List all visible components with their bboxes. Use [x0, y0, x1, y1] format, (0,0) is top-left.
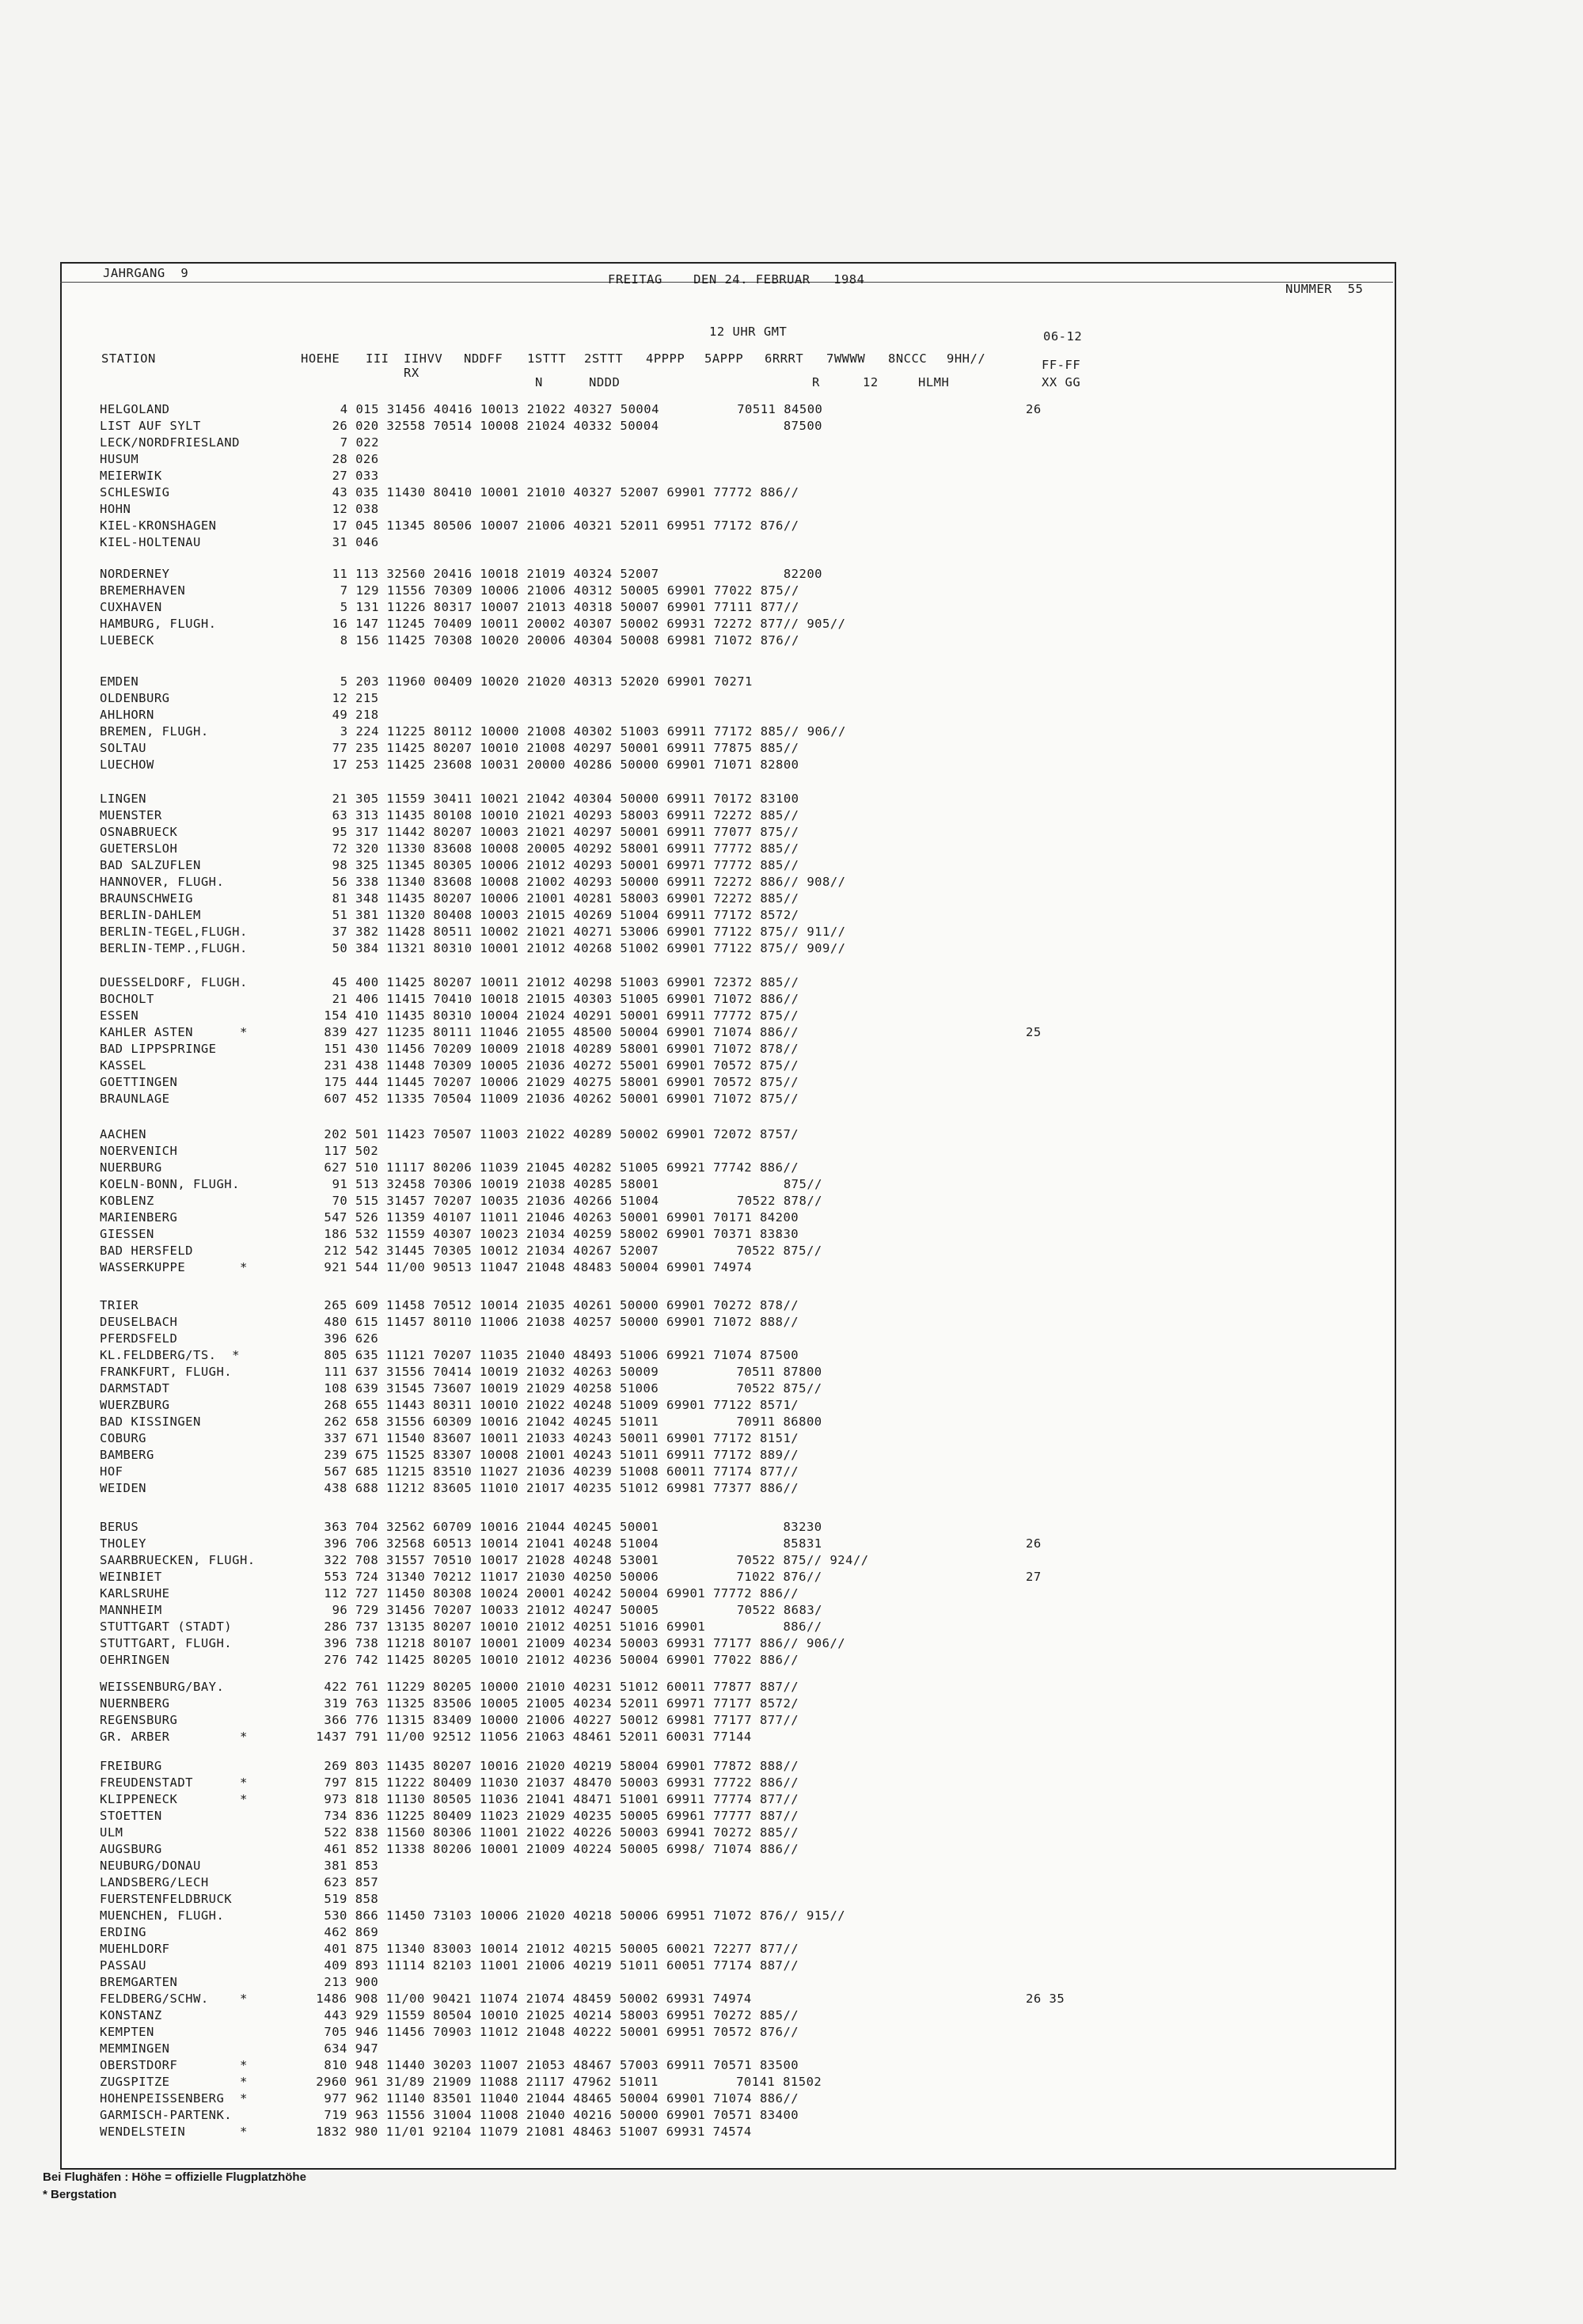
- col-7wwww: 7WWWW: [826, 351, 866, 366]
- station-name: BAMBERG: [100, 1448, 154, 1462]
- station-values: 72 320 11330 83608 10008 20005 40292 58001 69911 77772 885//: [332, 841, 799, 856]
- station-name: BERUS: [100, 1520, 139, 1534]
- col-iii: III: [366, 351, 389, 366]
- station-name: LIST AUF SYLT: [100, 419, 201, 433]
- wind-group: 25: [1026, 1025, 1042, 1039]
- station-values: 705 946 11456 70903 11012 21048 40222 50001 69951 70572 876//: [324, 2025, 799, 2039]
- station-values: 973 818 11130 80505 11036 21041 48471 51001 69911 77774 877//: [324, 1792, 799, 1806]
- station-name: BERLIN-TEGEL,FLUGH.: [100, 925, 248, 939]
- station-values: 607 452 11335 70504 11009 21036 40262 50001 69901 71072 875//: [324, 1092, 799, 1106]
- station-values: 95 317 11442 80207 10003 21021 40297 50001 69911 77077 875//: [332, 825, 799, 839]
- station-name: HELGOLAND: [100, 402, 170, 416]
- station-name: EMDEN: [100, 674, 139, 689]
- station-values: 111 637 31556 70414 10019 21032 40263 50009 70511 87800: [324, 1365, 822, 1379]
- station-name: BREMEN, FLUGH.: [100, 724, 209, 739]
- station-name: HOHENPEISSENBERG *: [100, 2091, 248, 2106]
- station-name: FRANKFURT, FLUGH.: [100, 1365, 233, 1379]
- station-values: 91 513 32458 70306 10019 21038 40285 58001 875//: [332, 1177, 822, 1191]
- footnote-mountain: * Bergstation: [43, 2188, 117, 2201]
- station-values: 175 444 11445 70207 10006 21029 40275 58001 69901 70572 875//: [324, 1075, 799, 1089]
- station-values: 268 655 11443 80311 10010 21022 40248 51009 69901 77122 8571/: [324, 1398, 799, 1412]
- station-name: MUEHLDORF: [100, 1942, 170, 1956]
- col-6rrrt: 6RRRT: [765, 351, 804, 366]
- col-n: N: [535, 375, 543, 389]
- station-values: 265 609 11458 70512 10014 21035 40261 50000 69901 70272 878//: [324, 1298, 799, 1312]
- station-name: BERLIN-DAHLEM: [100, 908, 201, 922]
- station-values: 805 635 11121 70207 11035 21040 48493 51006 69921 71074 87500: [324, 1348, 799, 1362]
- station-values: 480 615 11457 80110 11006 21038 40257 50000 69901 71072 888//: [324, 1315, 799, 1329]
- station-values: 422 761 11229 80205 10000 21010 40231 51012 60011 77877 887//: [324, 1680, 799, 1694]
- col-2sttt: 2STTT: [584, 351, 624, 366]
- station-name: WUERZBURG: [100, 1398, 170, 1412]
- station-values: 17 253 11425 23608 10031 20000 40286 50000 69901 71071 82800: [332, 758, 799, 772]
- station-values: 16 147 11245 70409 10011 20002 40307 50002 69931 72272 877// 905//: [332, 617, 846, 631]
- station-values: 81 348 11435 80207 10006 21001 40281 58003 69901 72272 885//: [332, 891, 799, 906]
- station-name: LANDSBERG/LECH: [100, 1875, 209, 1889]
- station-name: BOCHOLT: [100, 992, 154, 1006]
- footnote-airports: Bei Flughäfen : Höhe = offizielle Flugplatzhöhe: [43, 2170, 306, 2184]
- station-values: 567 685 11215 83510 11027 21036 40239 51008 60011 77174 877//: [324, 1464, 799, 1479]
- station-name: NOERVENICH: [100, 1144, 178, 1158]
- col-4pppp: 4PPPP: [646, 351, 685, 366]
- station-values: 26 020 32558 70514 10008 21024 40332 50004 87500: [332, 419, 822, 433]
- date-label: FREITAG DEN 24. FEBRUAR 1984: [608, 272, 865, 287]
- station-values: 51 381 11320 80408 10003 21015 40269 51004 69911 77172 8572/: [332, 908, 799, 922]
- station-values: 363 704 32562 60709 10016 21044 40245 50001 83230: [324, 1520, 822, 1534]
- station-values: 31 046: [332, 535, 379, 549]
- station-name: DEUSELBACH: [100, 1315, 178, 1329]
- station-values: 337 671 11540 83607 10011 21033 40243 50011 69901 77172 8151/: [324, 1431, 799, 1445]
- station-values: 797 815 11222 80409 11030 21037 48470 50003 69931 77722 886//: [324, 1775, 799, 1790]
- station-values: 381 853: [324, 1859, 379, 1873]
- col-12: 12: [863, 375, 879, 389]
- station-values: 212 542 31445 70305 10012 21034 40267 52007 70522 875//: [324, 1244, 822, 1258]
- station-name: FREUDENSTADT *: [100, 1775, 248, 1790]
- station-name: FUERSTENFELDBRUCK: [100, 1892, 233, 1906]
- station-values: 366 776 11315 83409 10000 21006 40227 50012 69981 77177 877//: [324, 1713, 799, 1727]
- station-values: 213 900: [324, 1975, 379, 1989]
- station-values: 154 410 11435 80310 10004 21024 40291 50001 69911 77772 875//: [324, 1008, 799, 1023]
- station-values: 269 803 11435 80207 10016 21020 40219 58004 69901 77872 888//: [324, 1759, 799, 1773]
- station-name: AUGSBURG: [100, 1842, 162, 1856]
- nummer-label: NUMMER 55: [1285, 282, 1364, 296]
- col-xxgg: XX GG: [1042, 375, 1081, 389]
- station-name: MEMMINGEN: [100, 2041, 170, 2056]
- station-values: 231 438 11448 70309 10005 21036 40272 55001 69901 70572 875//: [324, 1058, 799, 1073]
- station-name: AACHEN: [100, 1127, 146, 1141]
- station-values: 719 963 11556 31004 11008 21040 40216 50000 69901 70571 83400: [324, 2108, 799, 2122]
- station-values: 977 962 11140 83501 11040 21044 48465 50004 69901 71074 886//: [324, 2091, 799, 2106]
- station-values: 462 869: [324, 1925, 379, 1939]
- station-name: DARMSTADT: [100, 1381, 170, 1396]
- station-values: 8 156 11425 70308 10020 20006 40304 50008 69981 71072 876//: [340, 633, 799, 647]
- station-values: 12 215: [332, 691, 379, 705]
- station-values: 96 729 31456 70207 10033 21012 40247 50005 70522 8683/: [332, 1603, 822, 1617]
- col-hlmh: HLMH: [918, 375, 950, 389]
- col-r: R: [812, 375, 820, 389]
- station-name: STOETTEN: [100, 1809, 162, 1823]
- station-name: AHLHORN: [100, 708, 154, 722]
- station-values: 396 706 32568 60513 10014 21041 40248 51004 85831: [324, 1536, 822, 1551]
- station-values: 401 875 11340 83003 10014 21012 40215 50005 60021 72277 877//: [324, 1942, 799, 1956]
- station-values: 70 515 31457 70207 10035 21036 40266 51004 70522 878//: [332, 1194, 822, 1208]
- station-values: 21 305 11559 30411 10021 21042 40304 50000 69911 70172 83100: [332, 792, 799, 806]
- station-name: HOF: [100, 1464, 123, 1479]
- station-values: 286 737 13135 80207 10010 21012 40251 51016 69901 886//: [324, 1620, 822, 1634]
- station-name: BREMERHAVEN: [100, 583, 186, 598]
- station-name: SOLTAU: [100, 741, 146, 755]
- station-name: PASSAU: [100, 1958, 146, 1973]
- station-name: OBERSTDORF *: [100, 2058, 248, 2072]
- station-name: BAD SALZUFLEN: [100, 858, 201, 872]
- station-name: GOETTINGEN: [100, 1075, 178, 1089]
- station-values: 4 015 31456 40416 10013 21022 40327 50004 70511 84500: [340, 402, 823, 416]
- range-label: 06-12: [1043, 329, 1083, 344]
- station-name: OEHRINGEN: [100, 1653, 170, 1667]
- station-name: WEIDEN: [100, 1481, 146, 1495]
- station-name: WEINBIET: [100, 1570, 162, 1584]
- station-name: KEMPTEN: [100, 2025, 154, 2039]
- station-name: OSNABRUECK: [100, 825, 178, 839]
- station-values: 98 325 11345 80305 10006 21012 40293 50001 69971 77772 885//: [332, 858, 799, 872]
- station-values: 522 838 11560 80306 11001 21022 40226 50003 69941 70272 885//: [324, 1825, 799, 1840]
- station-values: 319 763 11325 83506 10005 21005 40234 52011 69971 77177 8572/: [324, 1696, 799, 1711]
- station-values: 810 948 11440 30203 11007 21053 48467 57003 69911 70571 83500: [324, 2058, 799, 2072]
- col-5appp: 5APPP: [704, 351, 744, 366]
- station-name: GR. ARBER *: [100, 1730, 248, 1744]
- station-values: 519 858: [324, 1892, 379, 1906]
- station-values: 438 688 11212 83605 11010 21017 40235 51012 69981 77377 886//: [324, 1481, 799, 1495]
- col-hoehe: HOEHE: [301, 351, 340, 366]
- station-values: 239 675 11525 83307 10008 21001 40243 51011 69911 77172 889//: [324, 1448, 799, 1462]
- station-values: 63 313 11435 80108 10010 21021 40293 58003 69911 72272 885//: [332, 808, 799, 822]
- station-name: MEIERWIK: [100, 469, 162, 483]
- station-values: 276 742 11425 80205 10010 21012 40236 50004 69901 77022 886//: [324, 1653, 799, 1667]
- col-ff: FF-FF: [1042, 358, 1081, 372]
- station-name: NUERBURG: [100, 1160, 162, 1175]
- station-name: BRAUNSCHWEIG: [100, 891, 193, 906]
- station-name: PFERDSFELD: [100, 1331, 178, 1346]
- station-values: 56 338 11340 83608 10008 21002 40293 50000 69911 72272 886// 908//: [332, 875, 846, 889]
- station-name: WEISSENBURG/BAY.: [100, 1680, 225, 1694]
- station-values: 634 947: [324, 2041, 379, 2056]
- jahrgang-label: JAHRGANG 9: [103, 266, 189, 280]
- station-values: 43 035 11430 80410 10001 21010 40327 52007 69901 77772 886//: [332, 485, 799, 499]
- station-name: BREMGARTEN: [100, 1975, 178, 1989]
- station-values: 1486 908 11/00 90421 11074 21074 48459 50002 69931 74974: [316, 1992, 752, 2006]
- station-name: GIESSEN: [100, 1227, 154, 1241]
- station-name: NEUBURG/DONAU: [100, 1859, 201, 1873]
- station-values: 734 836 11225 80409 11023 21029 40235 50005 69961 77777 887//: [324, 1809, 799, 1823]
- station-values: 530 866 11450 73103 10006 21020 40218 50006 69951 71072 876// 915//: [324, 1908, 846, 1923]
- station-name: KAHLER ASTEN *: [100, 1025, 248, 1039]
- station-values: 262 658 31556 60309 10016 21042 40245 51011 70911 86800: [324, 1415, 822, 1429]
- station-name: KLIPPENECK *: [100, 1792, 248, 1806]
- station-values: 202 501 11423 70507 11003 21022 40289 50002 69901 72072 8757/: [324, 1127, 799, 1141]
- col-8nccc: 8NCCC: [888, 351, 928, 366]
- station-name: BAD HERSFELD: [100, 1244, 193, 1258]
- station-name: BAD KISSINGEN: [100, 1415, 201, 1429]
- col-9hh: 9HH//: [947, 351, 986, 366]
- station-name: DUESSELDORF, FLUGH.: [100, 975, 248, 989]
- station-values: 396 738 11218 80107 10001 21009 40234 50003 69931 77177 886// 906//: [324, 1636, 846, 1650]
- station-values: 28 026: [332, 452, 379, 466]
- station-name: ESSEN: [100, 1008, 139, 1023]
- station-name: WASSERKUPPE *: [100, 1260, 248, 1274]
- station-values: 7 022: [340, 435, 379, 450]
- station-name: KOELN-BONN, FLUGH.: [100, 1177, 240, 1191]
- station-name: MUENCHEN, FLUGH.: [100, 1908, 225, 1923]
- station-name: KL.FELDBERG/TS. *: [100, 1348, 240, 1362]
- station-values: 2960 961 31/89 21909 11088 21117 47962 51011 70141 81502: [316, 2075, 822, 2089]
- station-values: 322 708 31557 70510 10017 21028 40248 53001 70522 875// 924//: [324, 1553, 869, 1567]
- station-values: 151 430 11456 70209 10009 21018 40289 58001 69901 71072 878//: [324, 1042, 799, 1056]
- station-name: LUECHOW: [100, 758, 154, 772]
- station-name: NUERNBERG: [100, 1696, 170, 1711]
- station-values: 112 727 11450 80308 10024 20001 40242 50004 69901 77772 886//: [324, 1586, 799, 1601]
- station-name: LINGEN: [100, 792, 146, 806]
- station-values: 839 427 11235 80111 11046 21055 48500 50004 69901 71074 886//: [324, 1025, 799, 1039]
- station-values: 11 113 32560 20416 10018 21019 40324 52007 82200: [332, 567, 822, 581]
- station-name: KARLSRUHE: [100, 1586, 170, 1601]
- station-values: 27 033: [332, 469, 379, 483]
- wind-group: 26: [1026, 402, 1042, 416]
- station-name: LUEBECK: [100, 633, 154, 647]
- station-name: KONSTANZ: [100, 2008, 162, 2022]
- station-name: MANNHEIM: [100, 1603, 162, 1617]
- station-name: STUTTGART, FLUGH.: [100, 1636, 233, 1650]
- station-name: SAARBRUECKEN, FLUGH.: [100, 1553, 256, 1567]
- col-rx: RX: [404, 366, 419, 380]
- station-name: KIEL-HOLTENAU: [100, 535, 201, 549]
- station-values: 627 510 11117 80206 11039 21045 40282 51005 69921 77742 886//: [324, 1160, 799, 1175]
- station-values: 49 218: [332, 708, 379, 722]
- station-values: 409 893 11114 82103 11001 21006 40219 51011 60051 77174 887//: [324, 1958, 799, 1973]
- station-name: ZUGSPITZE *: [100, 2075, 248, 2089]
- station-values: 1832 980 11/01 92104 11079 21081 48463 51007 69931 74574: [316, 2125, 752, 2139]
- station-name: MUENSTER: [100, 808, 162, 822]
- station-values: 21 406 11415 70410 10018 21015 40303 51005 69901 71072 886//: [332, 992, 799, 1006]
- station-name: MARIENBERG: [100, 1210, 178, 1225]
- station-name: GARMISCH-PARTENK.: [100, 2108, 233, 2122]
- station-name: TRIER: [100, 1298, 139, 1312]
- station-values: 77 235 11425 80207 10010 21008 40297 50001 69911 77875 885//: [332, 741, 799, 755]
- wind-group: 26 35: [1026, 1992, 1065, 2006]
- station-name: NORDERNEY: [100, 567, 170, 581]
- station-name: STUTTGART (STADT): [100, 1620, 233, 1634]
- station-values: 443 929 11559 80504 10010 21025 40214 58003 69951 70272 885//: [324, 2008, 799, 2022]
- wind-group: 26: [1026, 1536, 1042, 1551]
- station-values: 17 045 11345 80506 10007 21006 40321 52011 69951 77172 876//: [332, 518, 799, 533]
- station-values: 396 626: [324, 1331, 379, 1346]
- station-values: 623 857: [324, 1875, 379, 1889]
- station-name: FELDBERG/SCHW. *: [100, 1992, 248, 2006]
- station-name: SCHLESWIG: [100, 485, 170, 499]
- col-nddff: NDDFF: [464, 351, 503, 366]
- col-nddd: NDDD: [589, 375, 621, 389]
- station-name: BRAUNLAGE: [100, 1092, 170, 1106]
- station-name: THOLEY: [100, 1536, 146, 1551]
- station-name: HANNOVER, FLUGH.: [100, 875, 225, 889]
- station-name: KIEL-KRONSHAGEN: [100, 518, 217, 533]
- station-name: BAD LIPPSPRINGE: [100, 1042, 217, 1056]
- station-name: LECK/NORDFRIESLAND: [100, 435, 240, 450]
- station-values: 461 852 11338 80206 10001 21009 40224 50005 6998/ 71074 886//: [324, 1842, 799, 1856]
- station-name: HOHN: [100, 502, 131, 516]
- station-values: 108 639 31545 73607 10019 21029 40258 51006 70522 875//: [324, 1381, 822, 1396]
- station-name: KOBLENZ: [100, 1194, 154, 1208]
- station-name: GUETERSLOH: [100, 841, 178, 856]
- station-name: BERLIN-TEMP.,FLUGH.: [100, 941, 248, 955]
- station-name: ULM: [100, 1825, 123, 1840]
- wind-group: 27: [1026, 1570, 1042, 1584]
- station-name: CUXHAVEN: [100, 600, 162, 614]
- station-values: 547 526 11359 40107 11011 21046 40263 50001 69901 70171 84200: [324, 1210, 799, 1225]
- station-name: COBURG: [100, 1431, 146, 1445]
- station-values: 5 131 11226 80317 10007 21013 40318 50007 69901 77111 877//: [340, 600, 799, 614]
- station-values: 45 400 11425 80207 10011 21012 40298 51003 69901 72372 885//: [332, 975, 799, 989]
- station-values: 186 532 11559 40307 10023 21034 40259 58002 69901 70371 83830: [324, 1227, 799, 1241]
- station-values: 12 038: [332, 502, 379, 516]
- station-values: 117 502: [324, 1144, 379, 1158]
- station-values: 3 224 11225 80112 10000 21008 40302 51003 69911 77172 885// 906//: [340, 724, 846, 739]
- station-values: 553 724 31340 70212 11017 21030 40250 50006 71022 876//: [324, 1570, 822, 1584]
- col-iihvv: IIHVV: [404, 351, 443, 366]
- station-name: HAMBURG, FLUGH.: [100, 617, 217, 631]
- station-values: 1437 791 11/00 92512 11056 21063 48461 52011 60031 77144: [316, 1730, 752, 1744]
- station-values: 50 384 11321 80310 10001 21012 40268 51002 69901 77122 875// 909//: [332, 941, 846, 955]
- station-values: 5 203 11960 00409 10020 21020 40313 52020 69901 70271: [340, 674, 753, 689]
- station-name: REGENSBURG: [100, 1713, 178, 1727]
- station-values: 921 544 11/00 90513 11047 21048 48483 50004 69901 74974: [324, 1260, 753, 1274]
- col-1sttt: 1STTT: [527, 351, 567, 366]
- station-name: ERDING: [100, 1925, 146, 1939]
- col-station: STATION: [101, 351, 156, 366]
- station-values: 37 382 11428 80511 10002 21021 40271 53006 69901 77122 875// 911//: [332, 925, 846, 939]
- time-label: 12 UHR GMT: [709, 325, 788, 339]
- station-name: OLDENBURG: [100, 691, 170, 705]
- station-values: 7 129 11556 70309 10006 21006 40312 50005 69901 77022 875//: [340, 583, 799, 598]
- station-name: FREIBURG: [100, 1759, 162, 1773]
- station-name: WENDELSTEIN *: [100, 2125, 248, 2139]
- station-name: HUSUM: [100, 452, 139, 466]
- station-name: KASSEL: [100, 1058, 146, 1073]
